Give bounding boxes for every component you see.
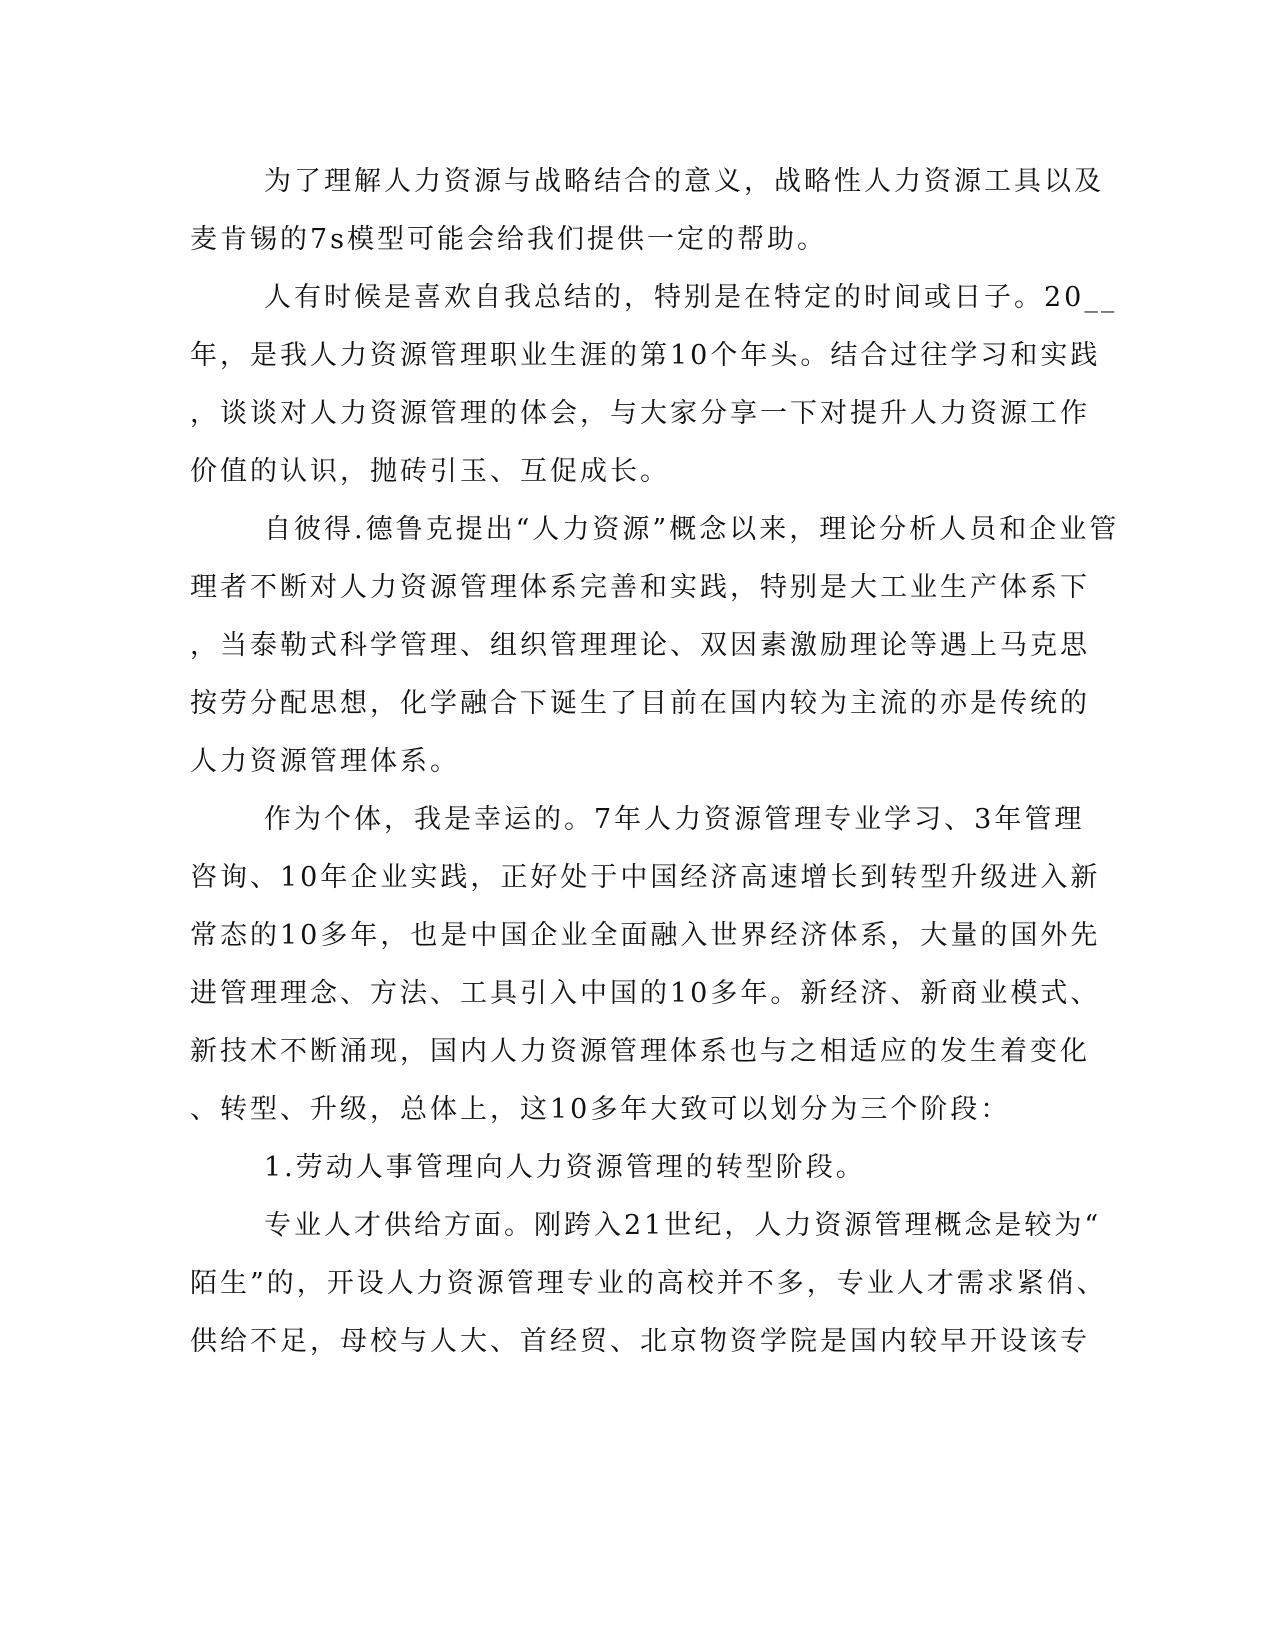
text-line: 人力资源管理体系。 [190,746,460,777]
text-line: 、转型、升级，总体上，这10多年大致可以划分为三个阶段： [190,1094,1011,1125]
text-line: ，谈谈对人力资源管理的体会，与大家分享一下对提升人力资源工作 [190,398,1090,429]
text-line: 作为个体，我是幸运的。7年人力资源管理专业学习、3年管理 [264,804,1085,835]
text-line: ，当泰勒式科学管理、组织管理理论、双因素激励理论等遇上马克思 [190,630,1090,661]
text-line: 价值的认识，抛砖引玉、互促成长。 [190,456,670,487]
text-line: 按劳分配思想，化学融合下诞生了目前在国内较为主流的亦是传统的 [190,688,1090,719]
text-line: 人有时候是喜欢自我总结的，特别是在特定的时间或日子。20__ [264,282,1118,313]
text-line: 理者不断对人力资源管理体系完善和实践，特别是大工业生产体系下 [190,572,1090,603]
text-line: 供给不足，母校与人大、首经贸、北京物资学院是国内较早开设该专 [190,1326,1090,1357]
text-line: 1.劳动人事管理向人力资源管理的转型阶段。 [264,1152,866,1183]
text-line: 专业人才供给方面。刚跨入21世纪，人力资源管理概念是较为“ [264,1210,1102,1241]
text-line: 咨询、10年企业实践，正好处于中国经济高速增长到转型升级进入新 [190,862,1101,893]
text-line: 新技术不断涌现，国内人力资源管理体系也与之相适应的发生着变化 [190,1036,1090,1067]
text-line: 为了理解人力资源与战略结合的意义，战略性人力资源工具以及 [264,166,1104,197]
text-line: 陌生”的，开设人力资源管理专业的高校并不多，专业人才需求紧俏、 [190,1268,1107,1299]
text-line: 常态的10多年，也是中国企业全面融入世界经济体系，大量的国外先 [190,920,1101,951]
text-line: 年，是我人力资源管理职业生涯的第10个年头。结合过往学习和实践 [190,340,1101,371]
text-line: 自彼得.德鲁克提出“人力资源”概念以来，理论分析人员和企业管 [264,514,1120,545]
text-line: 麦肯锡的7s模型可能会给我们提供一定的帮助。 [190,224,828,255]
text-line: 进管理理念、方法、工具引入中国的10多年。新经济、新商业模式、 [190,978,1101,1009]
